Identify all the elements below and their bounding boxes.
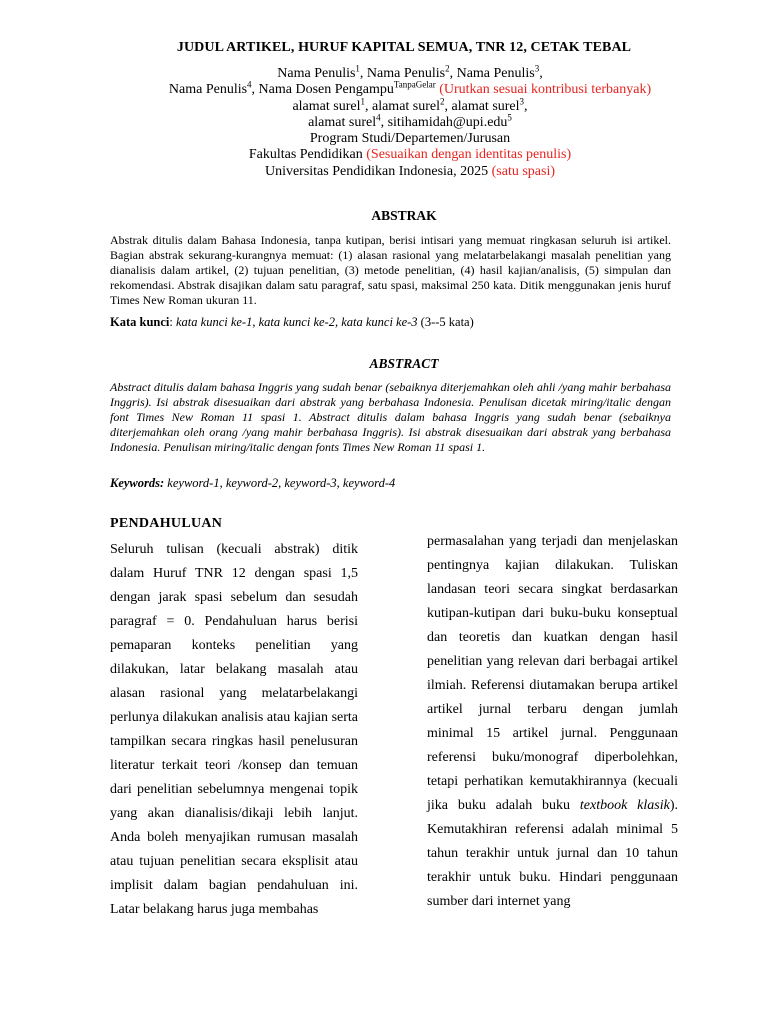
- abstract-heading: ABSTRACT: [369, 356, 439, 371]
- left-column: [110, 538, 358, 922]
- left-column-text: Seluruh tulisan (kecuali abstrak) ditik dalam Huruf TNR 12 dengan spasi 1,5 dengan jarak spasi sebelum dan sesudah paragraf = 0. Pendahuluan harus berisi pemaparan konteks penelitian yang dilakukan, latar belakang masalah atau alasan rasional yang melatarbelakangi perlunya dilakukan analisis atau kajian serta tampilkan secara ringkas hasil penelusuran literatur terkait teori /konsep dan temuan dari penelitian sebelumnya mengenai topik yang akan dianalisis/dikaji lebih lanjut. Anda boleh menyajikan rumusan masalah atau tujuan penelitian secara eksplisit atau implisit dalam bagian pendahuluan ini. Latar belakang harus juga membahas: [110, 542, 358, 917]
- pendahuluan-heading: PENDAHULUAN: [110, 516, 223, 531]
- email-address: sitihamidah@upi.edu: [387, 114, 508, 130]
- abstrak-body: Abstrak ditulis dalam Bahasa Indonesia, tanpa kutipan, berisi intisari yang memuat ringkasan seluruh isi artikel. Bagian abstrak sekurang-kurangnya memuat: (1) alasan rasional yang melatarbelakangi masalah penelitian yang dianalisis dalam artikel, (2) tujuan penelitian, (3) metode penelitian, (4) hasil kajian/analisis, (5) simpulan dan rekomendasi. Abstrak disajikan dalam satu paragraf, satu spasi, maksimal 250 kata. Ditik menggunakan jenis huruf Times New Roman ukuran 11.: [110, 233, 671, 308]
- right-column-text: permasalahan yang terjadi dan menjelaskan pentingnya kajian dilakukan. Tuliskan landasan teori secara singkat berdasarkan kutipan-kutipan dari buku-buku konseptual dan teoretis dan kuatkan dengan hasil penelitian yang relevan dari berbagai artikel ilmiah. Referensi diutamakan berupa artikel artikel jurnal terbaru dengan jumlah minimal 15 artikel jurnal. Penggunaan referensi buku/monograf diperbolehkan, tetapi perhatikan kemutakhirannya (kecuali jika buku adalah buku textbook klasik). Kemutakhiran referensi adalah minimal 5 tahun terakhir untuk jurnal dan 10 tahun terakhir untuk buku. Hindari penggunaan sumber dari internet yang: [427, 534, 678, 909]
- author-line-3: alamat surel$^4$, sitihamidah@upi.edu$^5$: [308, 112, 512, 130]
- abstrak-keywords: Kata kunci: kata kunci ke-1, kata kunci ke-2, kata kunci ke-3 (3--5 kata): [110, 315, 474, 329]
- program: Program Studi/Departemen/Jurusan: [309, 131, 511, 147]
- author-line-2: Nama Penulis$^4$, Nama Dosen Pengampu$^{TanpaGelar}$ (Urutkan sesuai kontribusi terbanyak) alamat surel$^1$, alamat surel$^2$, alamat surel$^3$,: [168, 79, 652, 114]
- abstract-body: Abstract ditulis dalam bahasa Inggris yang sudah benar (sebaiknya diterjemahkan oleh ahli /yang mahir berbahasa Inggris). Isi abstrak disesuaikan dari abstrak yang berbahasa Indonesia. Penulisan dicetak miring/italic dengan font Times New Roman 11 spasi 1. Abstract ditulis dalam bahasa Inggris yang sudah benar (sebaiknya diterjemahkan oleh orang /yang mahir berbahasa Inggris). Isi abstrak disesuaikan dari abstrak yang berbahasa Indonesia. Penulisan miring/italic dengan fonts Times New Roman 11 spasi 1.: [110, 380, 671, 455]
- right-column: [427, 530, 678, 914]
- faculty-line: Fakultas Pendidikan (Sesuaikan dengan identitas penulis): [248, 147, 572, 163]
- author-line-1: Nama Penulis$^1$, Nama Penulis$^2$, Nama Penulis$^3$,: [277, 63, 543, 81]
- university-line: Universitas Pendidikan Indonesia, 2025 (satu spasi): [264, 163, 556, 179]
- abstract-keywords: Keywords: keyword-1, keyword-2, keyword-3, keyword-4: [110, 476, 396, 490]
- abstrak-heading: ABSTRAK: [371, 208, 437, 223]
- order-note: (Urutkan sesuai kontribusi terbanyak): [439, 82, 652, 98]
- author-block: [160, 63, 660, 180]
- article-title: JUDUL ARTIKEL, HURUF KAPITAL SEMUA, TNR 12, CETAK TEBAL: [176, 40, 632, 55]
